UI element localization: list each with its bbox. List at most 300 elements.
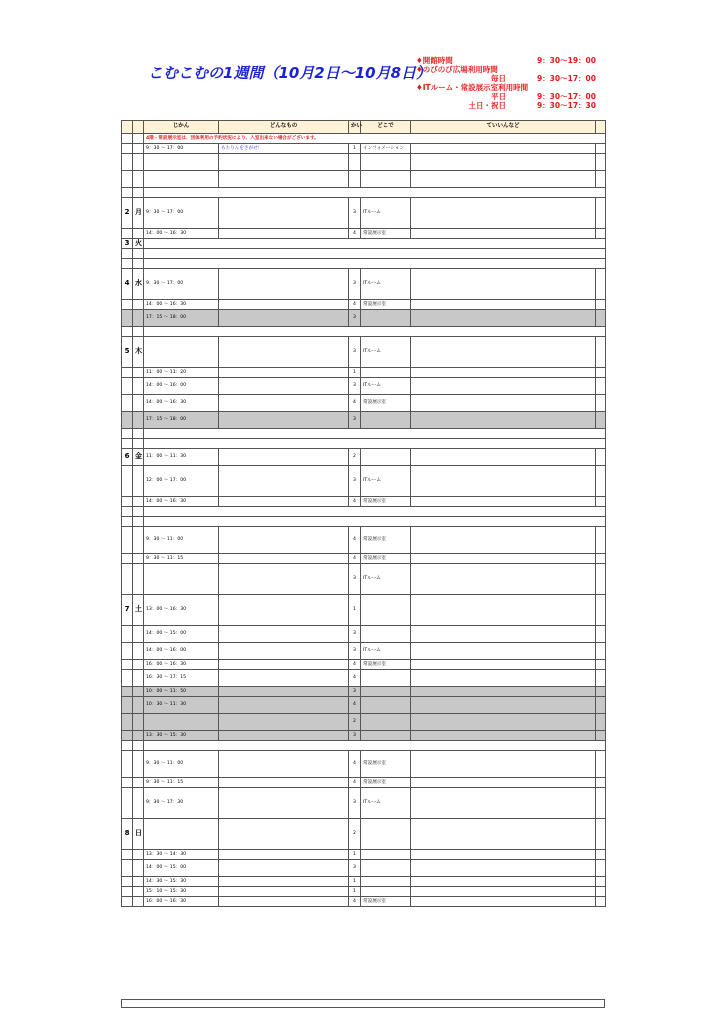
time-cell	[144, 714, 219, 731]
location-cell: ITルーム	[361, 378, 411, 395]
date-cell	[122, 778, 133, 788]
event-cell	[219, 449, 349, 466]
floor-cell: 3	[349, 198, 361, 229]
event-cell	[219, 527, 349, 554]
date-cell	[122, 897, 133, 907]
event-cell	[219, 788, 349, 819]
table-row	[122, 877, 606, 887]
location-cell	[361, 368, 411, 378]
column-header	[122, 121, 133, 134]
table-row	[122, 378, 606, 395]
location-cell	[361, 670, 411, 687]
weekday-cell	[133, 300, 144, 310]
time-cell: 11：00 ～ 11：20	[144, 368, 219, 378]
event-cell	[219, 687, 349, 697]
row-marker	[596, 670, 606, 687]
row-marker	[596, 554, 606, 564]
floor-cell: 3	[349, 466, 361, 497]
weekday-cell	[133, 188, 144, 198]
row-marker	[596, 378, 606, 395]
table-row	[122, 731, 606, 741]
opening-hours	[416, 56, 596, 110]
row-marker	[596, 466, 606, 497]
table-row	[122, 144, 606, 154]
details-cell	[411, 300, 596, 310]
time-cell: 14：00 ～ 16：00	[144, 643, 219, 660]
time-cell: 15：10 ～ 15：30	[144, 887, 219, 897]
details-cell	[411, 378, 596, 395]
time-cell: 14：00 ～ 15：00	[144, 626, 219, 643]
schedule-body	[122, 134, 606, 907]
time-cell: 9：30 ～ 11：00	[144, 751, 219, 778]
floor-cell: 4	[349, 527, 361, 554]
row-marker	[596, 564, 606, 595]
location-cell: ITルーム	[361, 198, 411, 229]
time-cell: 9：30 ～ 11：15	[144, 778, 219, 788]
location-cell: ITルーム	[361, 466, 411, 497]
event-cell	[219, 171, 349, 188]
row-marker	[596, 687, 606, 697]
floor-cell: 3	[349, 626, 361, 643]
time-cell: 17：15 ～ 18：00	[144, 310, 219, 327]
time-cell: 14：00 ～ 16：30	[144, 497, 219, 507]
row-marker	[596, 595, 606, 626]
details-cell	[411, 171, 596, 188]
event-cell	[219, 198, 349, 229]
notice-row	[122, 239, 606, 249]
date-cell	[122, 259, 133, 269]
details-cell	[411, 778, 596, 788]
weekday-cell: 水	[133, 269, 144, 300]
weekday-cell	[133, 171, 144, 188]
notice-text	[144, 327, 606, 337]
event-cell	[219, 626, 349, 643]
time-cell: 9：30 ～ 11：15	[144, 554, 219, 564]
date-cell	[122, 731, 133, 741]
date-cell	[122, 517, 133, 527]
details-cell	[411, 527, 596, 554]
hours-label: ♦のびのび広場利用時間	[416, 65, 498, 74]
date-cell	[122, 860, 133, 877]
row-marker	[596, 497, 606, 507]
table-row	[122, 368, 606, 378]
weekday-cell	[133, 687, 144, 697]
date-cell	[122, 378, 133, 395]
table-row	[122, 660, 606, 670]
hours-row	[416, 83, 596, 92]
floor-cell: 2	[349, 714, 361, 731]
event-cell	[219, 877, 349, 887]
notice-row	[122, 517, 606, 527]
date-cell	[122, 626, 133, 643]
row-marker	[596, 887, 606, 897]
event-cell	[219, 269, 349, 300]
column-header: どんなもの	[219, 121, 349, 134]
notice-text	[144, 429, 606, 439]
time-cell: 14：00 ～ 16：30	[144, 229, 219, 239]
date-cell	[122, 466, 133, 497]
location-cell: ITルーム	[361, 643, 411, 660]
column-header: じかん	[144, 121, 219, 134]
floor-cell: 1	[349, 595, 361, 626]
weekday-cell	[133, 850, 144, 860]
table-row	[122, 412, 606, 429]
location-cell	[361, 714, 411, 731]
event-cell	[219, 395, 349, 412]
table-row	[122, 527, 606, 554]
event-cell: もちりんをさがせ！	[219, 144, 349, 154]
details-cell	[411, 788, 596, 819]
weekday-cell	[133, 439, 144, 449]
hours-time: 9：30～17：00	[536, 74, 596, 83]
time-cell: 12：00 ～ 17：00	[144, 466, 219, 497]
event-cell	[219, 819, 349, 850]
event-cell	[219, 731, 349, 741]
table-row	[122, 310, 606, 327]
details-cell	[411, 497, 596, 507]
time-cell: 10：00 ～ 11：50	[144, 687, 219, 697]
event-cell	[219, 670, 349, 687]
row-marker	[596, 714, 606, 731]
floor-cell: 3	[349, 687, 361, 697]
date-cell	[122, 697, 133, 714]
table-row	[122, 595, 606, 626]
date-cell	[122, 660, 133, 670]
hours-row	[416, 101, 596, 110]
floor-cell	[349, 171, 361, 188]
time-cell: 9：30 ～ 17：00	[144, 144, 219, 154]
location-cell	[361, 850, 411, 860]
date-cell	[122, 154, 133, 171]
table-row	[122, 497, 606, 507]
time-cell: 16：00 ～ 16：30	[144, 660, 219, 670]
event-cell	[219, 337, 349, 368]
location-cell: 常設展示室	[361, 660, 411, 670]
date-cell	[122, 429, 133, 439]
weekday-cell	[133, 395, 144, 412]
location-cell: ITルーム	[361, 564, 411, 595]
date-cell: 3	[122, 239, 133, 249]
time-cell: 14：00 ～ 16：30	[144, 300, 219, 310]
details-cell	[411, 887, 596, 897]
location-cell: 常設展示室	[361, 229, 411, 239]
time-cell: 9：30 ～ 17：00	[144, 198, 219, 229]
details-cell	[411, 751, 596, 778]
hours-row	[416, 74, 596, 83]
hours-row	[416, 56, 596, 65]
row-marker	[596, 850, 606, 860]
location-cell: 常設展示室	[361, 497, 411, 507]
time-cell	[144, 171, 219, 188]
event-cell	[219, 154, 349, 171]
table-row	[122, 269, 606, 300]
notice-text	[144, 239, 606, 249]
weekday-cell: 日	[133, 819, 144, 850]
location-cell	[361, 171, 411, 188]
floor-cell: 3	[349, 269, 361, 300]
event-cell	[219, 310, 349, 327]
weekday-cell	[133, 788, 144, 819]
table-row	[122, 564, 606, 595]
table-row	[122, 751, 606, 778]
floor-cell: 1	[349, 887, 361, 897]
row-marker	[596, 697, 606, 714]
date-cell	[122, 188, 133, 198]
location-cell	[361, 731, 411, 741]
table-row	[122, 887, 606, 897]
event-cell	[219, 595, 349, 626]
date-cell	[122, 714, 133, 731]
weekday-cell: 月	[133, 198, 144, 229]
floor-cell: 4	[349, 554, 361, 564]
planetarium-schedule-bar	[121, 999, 605, 1008]
row-marker	[596, 198, 606, 229]
weekday-cell	[133, 877, 144, 887]
time-cell: 17：15 ～ 18：00	[144, 412, 219, 429]
time-cell: 16：30 ～ 17：15	[144, 670, 219, 687]
notice-row	[122, 259, 606, 269]
weekday-cell: 木	[133, 337, 144, 368]
time-cell: 14：00 ～ 16：00	[144, 378, 219, 395]
location-cell	[361, 626, 411, 643]
location-cell	[361, 860, 411, 877]
details-cell	[411, 310, 596, 327]
row-marker	[596, 751, 606, 778]
weekday-cell	[133, 697, 144, 714]
table-row	[122, 697, 606, 714]
table-row	[122, 850, 606, 860]
hours-label: ♦開館時間	[416, 56, 453, 65]
date-cell	[122, 368, 133, 378]
location-cell: ITルーム	[361, 269, 411, 300]
table-row	[122, 229, 606, 239]
weekday-cell	[133, 229, 144, 239]
details-cell	[411, 626, 596, 643]
location-cell: 常設展示室	[361, 897, 411, 907]
location-cell: インフォメーション	[361, 144, 411, 154]
time-cell: 13：30 ～ 14：30	[144, 850, 219, 860]
notice-row	[122, 507, 606, 517]
floor-cell: 4	[349, 497, 361, 507]
time-cell: 14：30 ～ 15：30	[144, 877, 219, 887]
date-cell	[122, 439, 133, 449]
location-cell: ITルーム	[361, 337, 411, 368]
table-row	[122, 860, 606, 877]
row-marker	[596, 860, 606, 877]
weekday-cell	[133, 751, 144, 778]
details-cell	[411, 697, 596, 714]
event-cell	[219, 368, 349, 378]
weekday-cell	[133, 507, 144, 517]
page-title: こむこむの1週間（10月2日～10月8日）	[148, 64, 432, 82]
date-cell: 5	[122, 337, 133, 368]
date-cell	[122, 670, 133, 687]
weekday-cell	[133, 660, 144, 670]
row-marker	[596, 527, 606, 554]
notice-text	[144, 249, 606, 259]
hours-time: 9：30～17：30	[536, 101, 596, 110]
weekday-cell	[133, 368, 144, 378]
weekly-schedule-table	[121, 120, 606, 907]
details-cell	[411, 144, 596, 154]
details-cell	[411, 687, 596, 697]
details-cell	[411, 860, 596, 877]
table-row	[122, 687, 606, 697]
location-cell: 常設展示室	[361, 527, 411, 554]
page-header	[0, 0, 724, 120]
date-cell: 6	[122, 449, 133, 466]
date-cell	[122, 497, 133, 507]
row-marker	[596, 229, 606, 239]
date-cell	[122, 249, 133, 259]
column-header: かい	[349, 121, 361, 134]
date-cell	[122, 788, 133, 819]
table-header-row	[122, 121, 606, 134]
floor-cell: 4	[349, 660, 361, 670]
hours-time: 9：30～19：00	[536, 56, 596, 65]
notice-row	[122, 429, 606, 439]
date-cell	[122, 412, 133, 429]
date-cell	[122, 643, 133, 660]
hours-label: 土日・祝日	[468, 101, 506, 110]
weekday-cell	[133, 259, 144, 269]
date-cell: 8	[122, 819, 133, 850]
floor-cell: 4	[349, 697, 361, 714]
table-row	[122, 788, 606, 819]
weekday-cell	[133, 731, 144, 741]
time-cell	[144, 154, 219, 171]
weekday-cell	[133, 554, 144, 564]
event-cell	[219, 887, 349, 897]
time-cell: 13：30 ～ 15：30	[144, 731, 219, 741]
time-cell	[144, 337, 219, 368]
column-header	[133, 121, 144, 134]
date-cell	[122, 395, 133, 412]
time-cell: 16：00 ～ 16：30	[144, 897, 219, 907]
notice-row	[122, 249, 606, 259]
event-cell	[219, 660, 349, 670]
weekday-cell	[133, 154, 144, 171]
date-cell	[122, 527, 133, 554]
column-header	[596, 121, 606, 134]
event-cell	[219, 860, 349, 877]
date-cell	[122, 850, 133, 860]
location-cell: 常設展示室	[361, 395, 411, 412]
location-cell	[361, 412, 411, 429]
time-cell: 14：00 ～ 16：30	[144, 395, 219, 412]
table-row	[122, 897, 606, 907]
row-marker	[596, 300, 606, 310]
details-cell	[411, 337, 596, 368]
floor-cell: 1	[349, 368, 361, 378]
floor-cell: 3	[349, 378, 361, 395]
row-marker	[596, 310, 606, 327]
floor-cell: 1	[349, 877, 361, 887]
location-cell	[361, 449, 411, 466]
table-row	[122, 449, 606, 466]
details-cell	[411, 466, 596, 497]
row-marker	[596, 449, 606, 466]
floor-cell: 1	[349, 144, 361, 154]
details-cell	[411, 229, 596, 239]
floor-cell: 2	[349, 449, 361, 466]
time-cell: 11：00 ～ 11：30	[144, 449, 219, 466]
floor-cell: 3	[349, 860, 361, 877]
floor-cell	[349, 154, 361, 171]
row-marker	[596, 778, 606, 788]
date-cell	[122, 144, 133, 154]
date-cell	[122, 507, 133, 517]
location-cell: 常設展示室	[361, 554, 411, 564]
date-cell	[122, 877, 133, 887]
floor-cell: 3	[349, 731, 361, 741]
row-marker	[596, 788, 606, 819]
details-cell	[411, 897, 596, 907]
table-row	[122, 670, 606, 687]
table-row	[122, 300, 606, 310]
table-row	[122, 395, 606, 412]
date-cell	[122, 554, 133, 564]
notice-text	[144, 188, 606, 198]
hours-label: ♦ITルーム・常設展示室利用時間	[416, 83, 529, 92]
row-marker	[596, 269, 606, 300]
location-cell	[361, 887, 411, 897]
date-cell	[122, 564, 133, 595]
floor-cell: 4	[349, 300, 361, 310]
floor-cell: 4	[349, 751, 361, 778]
weekday-cell	[133, 741, 144, 751]
row-marker	[596, 626, 606, 643]
details-cell	[411, 154, 596, 171]
date-cell: 4	[122, 269, 133, 300]
weekday-cell	[133, 778, 144, 788]
details-cell	[411, 449, 596, 466]
weekday-cell	[133, 887, 144, 897]
hours-label: 平日	[491, 92, 506, 101]
weekday-cell	[133, 626, 144, 643]
time-cell: 9：30 ～ 17：00	[144, 269, 219, 300]
details-cell	[411, 395, 596, 412]
table-row	[122, 466, 606, 497]
floor-cell: 4	[349, 229, 361, 239]
floor-cell: 4	[349, 897, 361, 907]
date-cell	[122, 687, 133, 697]
notice-text	[144, 507, 606, 517]
row-marker	[596, 337, 606, 368]
row-marker	[596, 877, 606, 887]
weekday-cell	[133, 564, 144, 595]
weekday-cell	[133, 897, 144, 907]
event-cell	[219, 564, 349, 595]
notice-text	[144, 517, 606, 527]
date-cell	[122, 327, 133, 337]
location-cell: ITルーム	[361, 788, 411, 819]
row-marker	[596, 368, 606, 378]
row-marker	[596, 395, 606, 412]
event-cell	[219, 466, 349, 497]
details-cell	[411, 269, 596, 300]
event-cell	[219, 751, 349, 778]
notice-row	[122, 134, 606, 144]
floor-cell: 3	[349, 310, 361, 327]
row-marker	[596, 660, 606, 670]
floor-cell: 3	[349, 564, 361, 595]
notice-row	[122, 188, 606, 198]
event-cell	[219, 897, 349, 907]
weekday-cell	[133, 249, 144, 259]
table-row	[122, 626, 606, 643]
weekday-cell	[133, 517, 144, 527]
